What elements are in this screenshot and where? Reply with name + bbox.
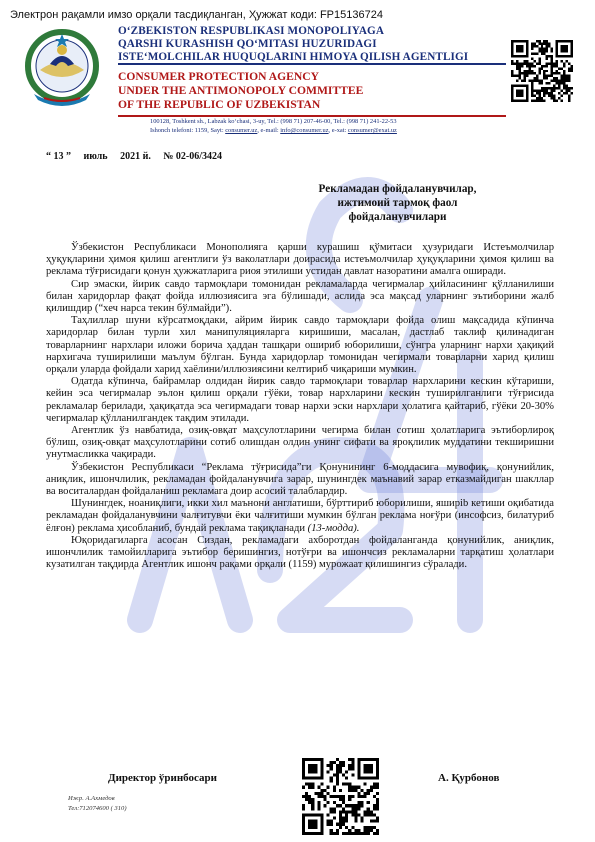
body-paragraph: Агентлик ўз навбатида, озиқ-овқат маҳсулотларини чегирма билан сотиш ҳолатларига эътиборлироқ бўлиш, озиқ-овқат маҳсулотларини сотиб олишдан олдин унинг сифати ва яроқлилик муддатини текширишни унутмасликка чақиради.: [46, 425, 554, 461]
org-name-uz-line3: ISTE‘MOLCHILAR HUQUQLARINI HIMOYA QILISH AGENTLIGI: [118, 51, 469, 63]
date-month: июль: [83, 151, 108, 162]
recipient-line: ижтимоий тармоқ фаол: [337, 197, 458, 209]
executor-name: Ижр. А.Ахмедов: [68, 795, 115, 802]
contacts-prefix: Ishonch telefoni: 1159, Sayt:: [150, 127, 226, 134]
email-prefix: , e-mail:: [257, 127, 281, 134]
signature-qr-code-icon: [302, 758, 379, 835]
header-rule-red: [118, 115, 506, 117]
recipient-line: фойдаланувчилари: [348, 211, 447, 223]
body-paragraph: Юқоридагиларга асосан Сиздан, рекламадаги ахборотдан фойдаланганда қонунийлик, аниқлик, ишончлилик тамойилларига эътибор беришингиз, нотўғри ва ишончсиз рекламаларни тарқатиш ҳолатлари кузатилган тақдирда Агентлик ишонч рақами орқали (1159) мурожаат қилишингиз сўралади.: [46, 534, 554, 571]
e-signature-notice: Электрон рақамли имзо орқали тасдиқланган, Ҳужжат коди: FP15136724: [10, 9, 383, 21]
org-name-en-line2: UNDER THE ANTIMONOPOLY COMMITTEE: [118, 84, 364, 97]
recipient-line: Рекламадан фойдаланувчилар,: [318, 183, 477, 195]
exat-prefix: , e-xat:: [328, 127, 348, 134]
body-paragraph: Ўзбекистон Республикаси Монополияга қарши курашиш қўмитаси ҳузуридаги Истеъмолчилар ҳуқуқларини ҳимоя қилиш агентлиги ўз ваколатлари доирасида истеъмолчилар ҳуқуқларини ҳимоя қилиш ва реклама тўғрисидаги қонун ҳужжатларига риоя этилиши устидан давлат назоратини амалга оширади.: [46, 242, 554, 278]
address-line: 100128, Toshkent sh., Labzak ko‘chasi, 3-uy, Tel.: (998 71) 207-46-00, Tel.: (998 71) 241-22-53: [150, 118, 397, 125]
body-paragraph: Одатда кўпинча, байрамлар олдидан йирик савдо тармоқлари товарлар нархларини кескин кўтариши, кейин эса чегирмалар эълон қилиш орқали гўёки, товар нархларини кескин туширилганлиги тўғрисида рекламалар берилади, ҳақиқатда эса чегирмадаги товар нархи эски нархлари ҳолатига қайтариб, гўёки 20-30% чегирмалар қўлланилгандек тақдим этилади.: [46, 376, 554, 424]
recipient-block: [305, 182, 490, 224]
org-name-en-line3: OF THE REPUBLIC OF UZBEKISTAN: [118, 98, 321, 111]
date-year: 2021 й.: [120, 151, 151, 162]
header-rule-blue: [118, 63, 506, 65]
letter-body: [46, 242, 554, 571]
body-paragraph: Таҳлиллар шуни кўрсатмоқдаки, айрим йирик савдо тармоқлари фойда олиш мақсадида кўпинча харидорлар билан турли хил манипуляцияларга киришиши, масалан, дастлаб таклиф қилинадиган товарларнинг нархлари иложи борича ҳаддан ташқари ошириб юборилиши, сўнгра уларнинг нархи ҳақиқий нархигача туширилиши маълум бўлган. Бунда харидорлар томонидан чегирмали товарларни харид қилиш орқали уларда фойдали харид хаёлини/иллюзиясини келтириб чиқариши мумкин.: [46, 315, 554, 376]
exat-link[interactable]: consumer@exat.uz: [347, 127, 397, 134]
date-day: “ 13 ”: [46, 151, 71, 162]
dateline: [46, 151, 232, 162]
body-paragraph: [46, 498, 554, 535]
org-name-en-line1: CONSUMER PROTECTION AGENCY: [118, 70, 319, 83]
document-number: № 02-06/3424: [163, 151, 222, 162]
signatory-role: Директор ўринбосари: [108, 772, 217, 784]
body-paragraph: Ўзбекистон Республикаси “Реклама тўғрисида”ги Қонунининг 6-моддасига мувофиқ, қонунийлик, аниқлик, ишончлилик, рекламадан фойдаланувчига зарар, шунингдек маънавий зарар етказмайдиган шакллар ва воситалардан фойдаланиш рекламага доир асосий талаблардир.: [46, 461, 554, 498]
org-name-uz-line1: O‘ZBEKISTON RESPUBLIKASI MONOPOLIYAGA: [118, 25, 385, 37]
signatory-name: А. Қурбонов: [438, 772, 500, 784]
state-emblem-icon: [22, 24, 102, 110]
article-reference: (13-модда).: [307, 522, 360, 534]
email-link[interactable]: info@consumer.uz: [280, 127, 329, 134]
contacts-line: [150, 127, 397, 134]
site-link[interactable]: consumer.uz: [225, 127, 258, 134]
org-name-uz-line2: QARSHI KURASHISH QO‘MITASI HUZURIDAGI: [118, 38, 377, 50]
qr-code-icon: [511, 40, 573, 102]
body-paragraph: Сир эмаски, йирик савдо тармоқлари томонидан рекламаларда чегирмалар ҳийласининг қўлланилиши билан харидорлар фақат фойда иллюзиясига эга бўлишади, аслида эса мақсад уларнинг эътиборини жалб қилишдир (“хеч нарса текин бўлмайди”).: [46, 278, 554, 315]
body-paragraph-text: Шунингдек, ноаниқлиги, икки хил маънони англатиши, бўрттириб юборилиши, яширib кетиши оқибатида рекламадан фойдаланувчини чалғитувчи ёки чалғитиши мумкин бўлган реклама ноғўри (инсофсиз, билатуриб ёлғон) реклама ҳисобланиб, бундай реклама тақиқланади: [46, 498, 554, 534]
executor-phone: Тел:712074600 ( 310): [68, 805, 127, 812]
